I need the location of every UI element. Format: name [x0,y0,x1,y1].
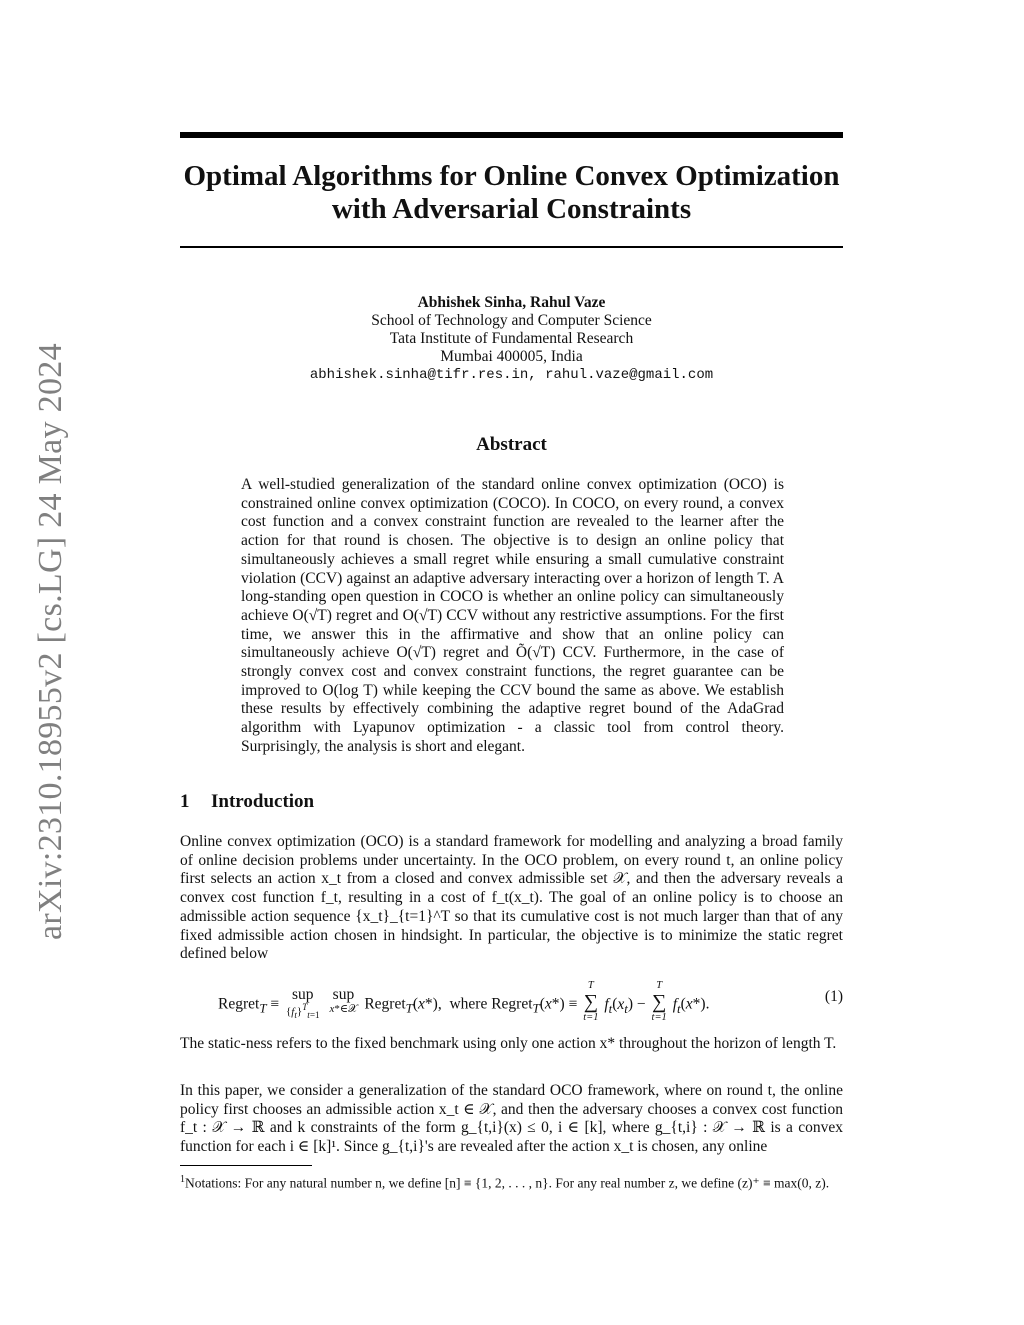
author-block [180,294,843,384]
author-school: School of Technology and Computer Science [371,312,652,329]
footnote-mark: 1 [180,1174,185,1185]
abstract-heading: Abstract [476,434,547,455]
equation-1 [180,978,843,1024]
author-city: Mumbai 400005, India [440,348,583,365]
footnote-rule [180,1165,312,1166]
intro-paragraph-1: Online convex optimization (OCO) is a standard framework for modelling and analyzing a broad family of online decision problems under uncertainty. In the OCO problem, on every round t, an online policy first selects an action x_t from a closed and convex admissible set 𝒳, and then the adversary reveals a convex cost function f_t, resulting in a cost of f_t(x_t). The goal of an online policy is to choose an admissible action sequence {x_t}_{t=1}^T so that its cumulative cost is not much larger than that of any fixed admissible action chosen in hindsight. In particular, the objective is to minimize the static regret defined below [180,833,843,963]
section-title: Introduction [211,791,315,812]
title-top-rule [180,132,843,138]
author-emails[interactable]: abhishek.sinha@tifr.res.in, rahul.vaze@gmail.com [309,367,714,383]
paper-title: Optimal Algorithms for Online Convex Optimization with Adversarial Constraints [183,160,840,225]
author-institute: Tata Institute of Fundamental Research [389,330,634,347]
abstract-text: A well-studied generalization of the standard online convex optimization (OCO) is constrained online convex optimization (COCO). In COCO, on every round, a convex cost function and a convex constraint function are revealed to the learner after the action for that round is chosen. The objective is to design an online policy that simultaneously achieves a small regret while ensuring a small cumulative constraint violation (CCV) against an adaptive adversary interacting over a horizon of length T. A long-standing open question in COCO is whether an online policy can simultaneously achieve O(√T) regret and O(√T) CCV without any restrictive assumptions. For the first time, we answer this in the affirmative and show that an online policy can simultaneously achieve O(√T) regret and Õ(√T) CCV. Furthermore, in the case of strongly convex cost and convex constraint functions, the regret guarantee can be improved to O(log T) while keeping the CCV bound the same as above. We establish these results by effectively combining the adaptive regret bound of the AdaGrad algorithm with Lyapunov optimization - a classic tool from control theory. Surprisingly, the analysis is short and elegant. [241,476,784,755]
arxiv-identifier[interactable]: arXiv:2310.18955v2 [cs.LG] 24 May 2024 [32,343,69,940]
title-bottom-rule [180,246,843,248]
section-heading [180,791,314,813]
section-number: 1 [180,791,190,812]
equation-lhs: Regret [218,995,260,1013]
footnote [180,1171,843,1192]
footnote-text: Notations: For any natural number n, we define [n] ≡ {1, 2, . . . , n}. For any real number z, we define (z)⁺ ≡ max(0, z). [185,1175,830,1191]
equation-body: Regret$_T$ ≡ sup $\{f_t\}^T_{t=1}$ sup x*∈𝒳 Regret$_T$(x*), where Regret$_T$(x*) ≡ T ∑ t=1 $f_t(x_t)$ − T ∑ t=1 $f_t(x*)$. [218,980,710,1023]
equation-where: where [449,995,488,1013]
intro-paragraph-2: The static-ness refers to the fixed benchmark using only one action x* throughout the horizon of length T. [180,1035,837,1052]
intro-paragraph-3: In this paper, we consider a generalization of the standard OCO framework, where on round t, the online policy first chooses an admissible action x_t ∈ 𝒳, and then the adversary chooses a convex cost function f_t : 𝒳 → ℝ and k constraints of the form g_{t,i}(x) ≤ 0, i ∈ [k], where g_{t,i} : 𝒳 → ℝ is a convex function for each i ∈ [k]¹. Since g_{t,i}'s are revealed after the action x_t is chosen, any online [180,1082,843,1156]
equation-number: (1) [824,988,843,1005]
author-names: Abhishek Sinha, Rahul Vaze [417,294,606,311]
